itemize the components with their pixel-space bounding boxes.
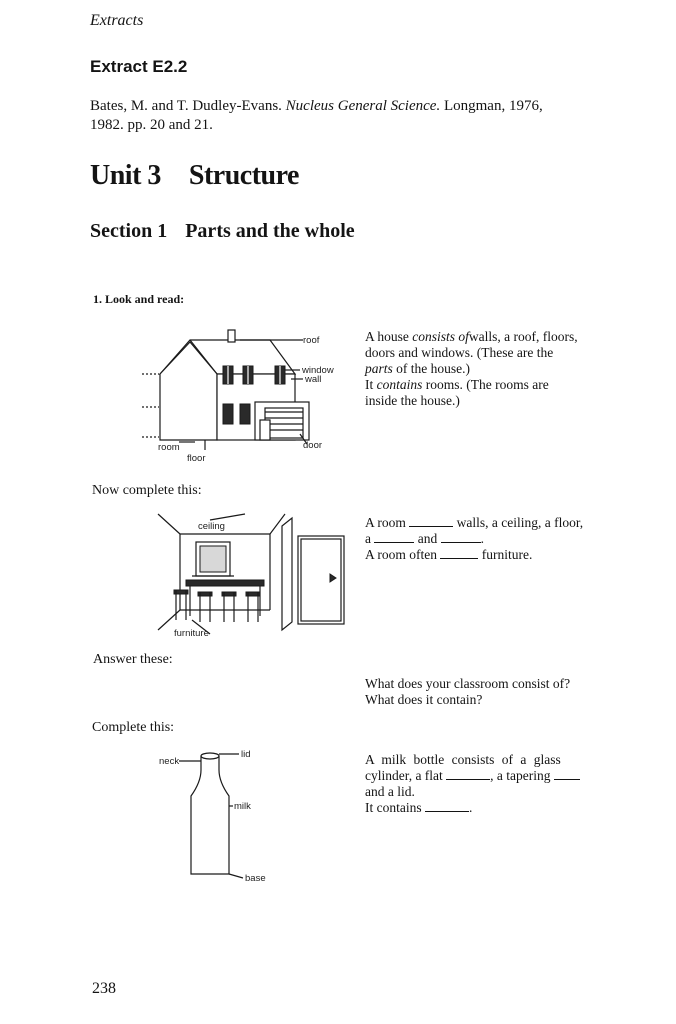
section-number: Section 1 (90, 220, 168, 242)
label-floor: floor (187, 453, 206, 464)
running-head: Extracts (90, 12, 144, 29)
unit-title (90, 160, 299, 192)
label-window: window (302, 365, 334, 376)
label-milk: milk (234, 801, 251, 812)
question-1: What does your classroom consist of? (365, 676, 571, 691)
label-room: room (158, 442, 180, 453)
label-roof: roof (303, 335, 320, 346)
citation-publisher: Longman, 1976, (443, 98, 543, 114)
extract-id: Extract E2.2 (90, 57, 188, 76)
room-illustration (150, 512, 355, 642)
room-paragraph: A room walls, a ceiling, a floor, a and . A room often furniture. (365, 515, 584, 562)
label-base: base (245, 873, 266, 884)
question-2: What does it contain? (365, 692, 483, 707)
unit-number: Unit 3 (90, 160, 161, 191)
label-door: door (303, 440, 323, 451)
page-number: 238 (92, 980, 116, 997)
section-title (90, 220, 355, 243)
label-neck: neck (159, 756, 180, 767)
house-illustration (145, 322, 355, 462)
label-furniture: furniture (174, 628, 209, 639)
unit-name: Structure (188, 160, 299, 191)
label-wall: wall (305, 374, 322, 385)
prompt-complete-1: Now complete this: (92, 483, 202, 498)
citation-authors: Bates, M. and T. Dudley-Evans. (90, 98, 282, 114)
citation-pages: 1982. pp. 20 and 21. (90, 117, 213, 133)
bottle-illustration (155, 748, 285, 888)
prompt-complete-2: Complete this: (92, 720, 175, 735)
label-ceiling: ceiling (198, 521, 225, 532)
house-paragraph: A house consists ofwalls, a roof, floors, doors and windows. (These are the parts of the house.) It contains rooms. (The rooms are inside the house.) (365, 329, 578, 408)
citation-title: Nucleus General Science. (285, 98, 441, 114)
exercise-heading: 1. Look and read: (93, 292, 185, 306)
bottle-paragraph: A milk bottle consists of a glass cylinder, a flat , a tapering and a lid. It contains . (365, 752, 625, 816)
citation (90, 97, 670, 135)
prompt-answer: Answer these: (93, 652, 173, 667)
section-name: Parts and the whole (185, 220, 355, 242)
questions (365, 676, 645, 708)
label-lid: lid (241, 749, 251, 760)
